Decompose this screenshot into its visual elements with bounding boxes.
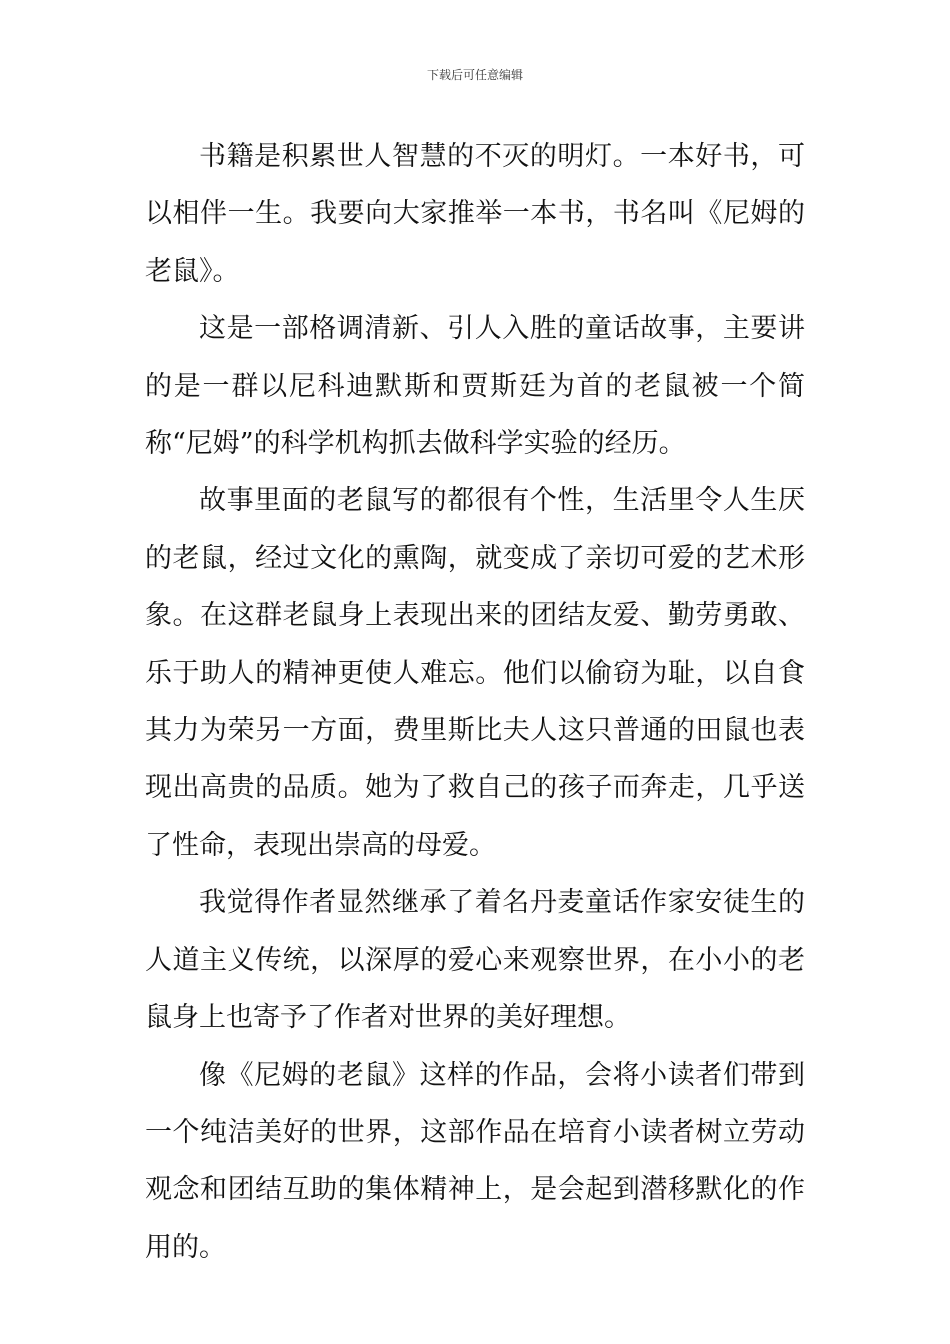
page-header: 下载后可任意编辑 (426, 68, 523, 82)
paragraph: 像《尼姆的老鼠》这样的作品，会将小读者们带到一个纯洁美好的世界，这部作品在培育小读者树立劳动观念和团结互助的集体精神上，是会起到潜移默化的作用的。 (145, 1059, 805, 1263)
paragraph: 书籍是积累世人智慧的不灭的明灯。一本好书，可以相伴一生。我要向大家推举一本书，书名叫《尼姆的老鼠》。 (145, 141, 805, 287)
paragraph: 故事里面的老鼠写的都很有个性，生活里令人生厌的老鼠，经过文化的熏陶，就变成了亲切可爱的艺术形象。在这群老鼠身上表现出来的团结友爱、勤劳勇敢、乐于助人的精神更使人难忘。他们以偷窃为耻，以自食其力为荣另一方面，费里斯比夫人这只普通的田鼠也表现出高贵的品质。她为了救自己的孩子而奔走，几乎送了性命，表现出崇高的母爱。 (145, 485, 805, 861)
paragraph: 这是一部格调清新、引人入胜的童话故事，主要讲的是一群以尼科迪默斯和贾斯廷为首的老鼠被一个简称“尼姆”的科学机构抓去做科学实验的经历。 (145, 313, 805, 460)
paragraph: 我觉得作者显然继承了着名丹麦童话作家安徒生的人道主义传统，以深厚的爱心来观察世界，在小小的老鼠身上也寄予了作者对世界的美好理想。 (145, 887, 805, 1034)
document-body (145, 128, 805, 1276)
